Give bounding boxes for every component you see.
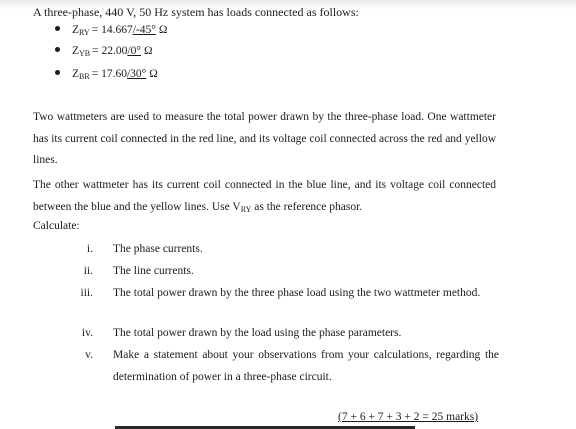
load-unit: Ω <box>149 68 158 80</box>
load-symbol: Z <box>72 45 80 57</box>
item-text: Make a statement about your observations from your calculations, regarding the determination of power in a three-phase circuit. <box>113 349 499 383</box>
item-number: i. <box>86 243 93 255</box>
load-magnitude: = 22.00 <box>92 45 128 57</box>
item-text: The line currents. <box>113 265 194 277</box>
load-subscript: YB <box>79 49 91 58</box>
item-text: The total power drawn by the three phase load using the two wattmeter method. <box>113 287 481 299</box>
paragraph-wattmeter-two <box>33 175 496 218</box>
item-number: iii. <box>80 287 93 299</box>
load-item <box>55 45 153 57</box>
paragraph-text: as the reference phasor. <box>251 200 363 213</box>
bullet-icon <box>55 70 60 75</box>
bullet-icon <box>55 26 60 31</box>
load-item <box>55 24 167 36</box>
item-number: iv. <box>81 327 93 339</box>
reference-subscript: RY <box>240 204 252 214</box>
load-unit: Ω <box>158 24 168 36</box>
paragraph-wattmeter-one: Two wattmeters are used to measure the total power drawn by the three-phase load. One wattmeter has its current coil connected in the red line, and its voltage coil connected across the red and yellow lines. <box>33 111 496 166</box>
calculate-heading: Calculate: <box>33 220 80 232</box>
load-unit: Ω <box>143 45 153 57</box>
load-item <box>55 68 158 80</box>
load-symbol: Z <box>72 68 80 80</box>
load-symbol: Z <box>72 24 80 36</box>
load-angle: /-45° <box>132 24 156 36</box>
item-number: v. <box>85 349 93 361</box>
load-subscript: BR <box>79 72 90 81</box>
bullet-icon <box>55 47 60 52</box>
load-angle: /30° <box>126 68 147 80</box>
intro-text: A three-phase, 440 V, 50 Hz system has loads connected as follows: <box>33 5 359 19</box>
marks-allocation: (7 + 6 + 7 + 3 + 2 = 25 marks) <box>338 411 479 423</box>
item-text: The total power drawn by the load using the phase parameters. <box>113 327 402 339</box>
item-text: The phase currents. <box>113 243 203 255</box>
item-number: ii. <box>83 265 93 277</box>
paragraph-text: The other wattmeter has its current coil connected in the blue line, and its voltage coil connected between the blue and the yellow lines. Use V <box>33 179 496 213</box>
load-angle: /0° <box>127 45 141 57</box>
load-subscript: RY <box>79 28 90 37</box>
load-magnitude: = 14.667 <box>91 24 133 36</box>
load-magnitude: = 17.60 <box>91 68 127 80</box>
